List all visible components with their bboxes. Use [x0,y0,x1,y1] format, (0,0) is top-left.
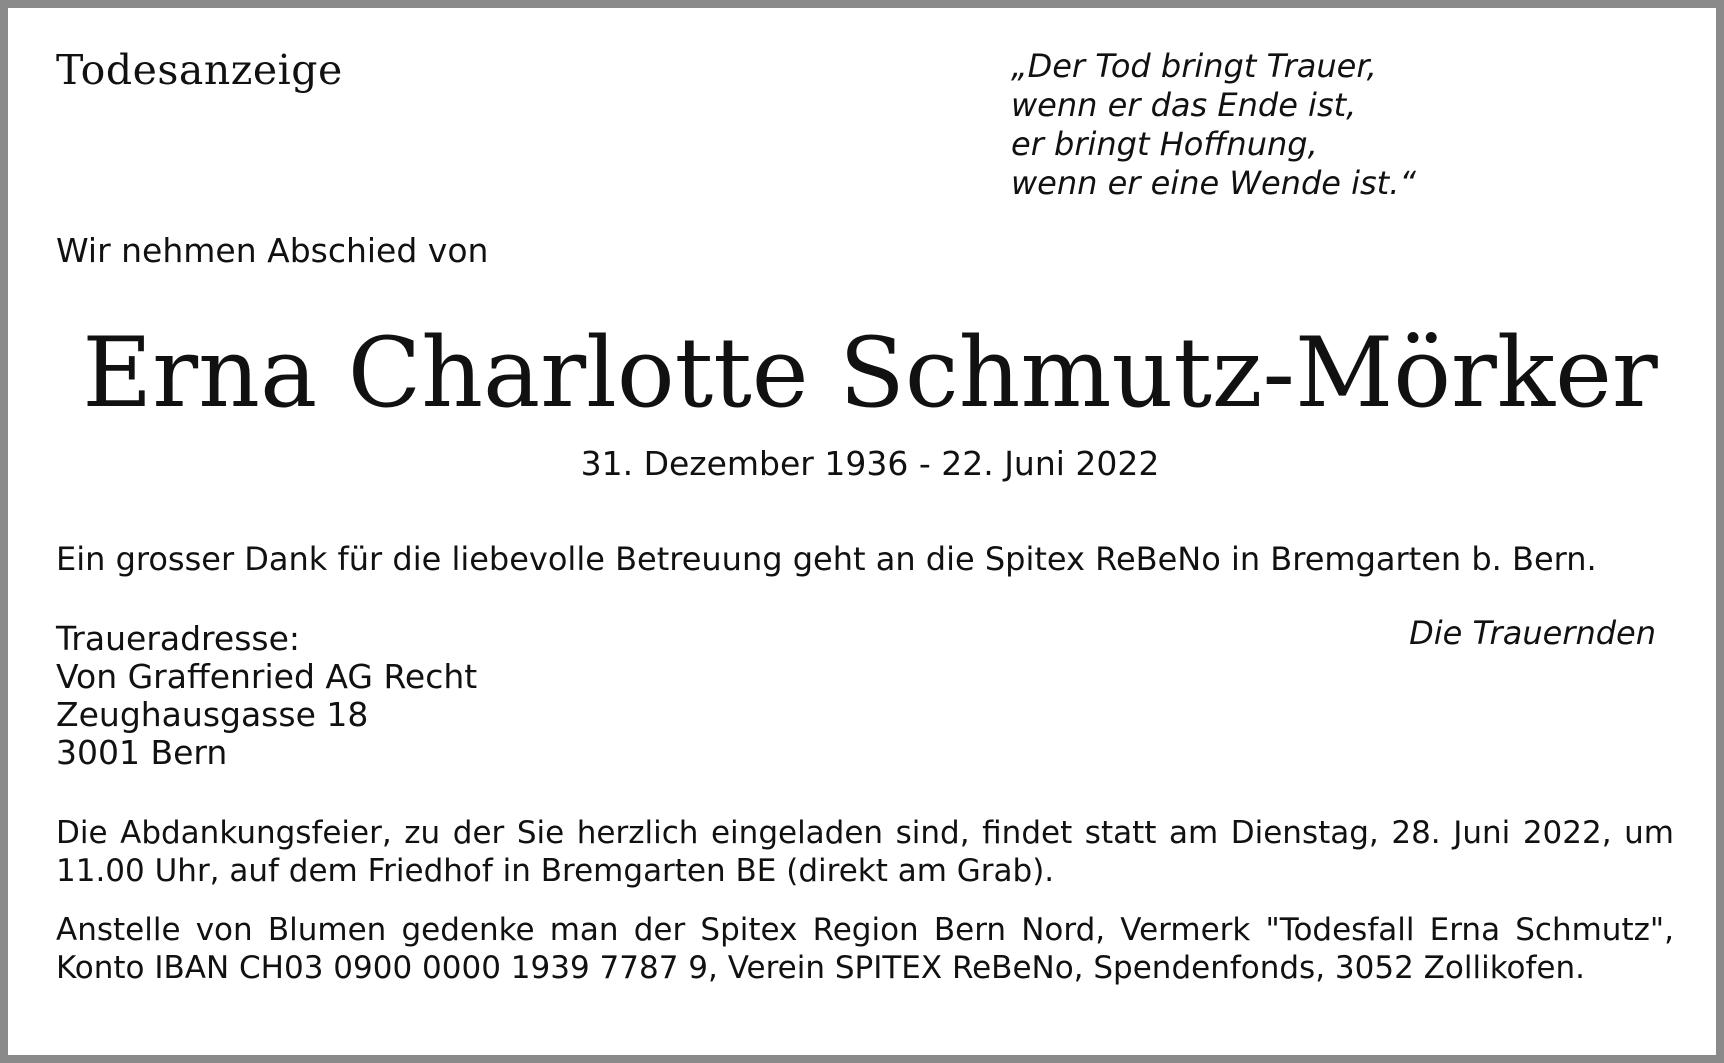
quote-block [1011,47,1416,203]
quote-line: wenn er das Ende ist, [1011,86,1357,124]
farewell-intro: Wir nehmen Abschied von [56,231,489,270]
address-line: 3001 Bern [56,733,228,772]
donation-text: Anstelle von Blumen gedenke man der Spitex Region Bern Nord, Vermerk "Todesfall Erna Schmutz", Konto IBAN CH03 0900 0000 1939 7787 9, Verein SPITEX ReBeNo, Spendenfonds, 3052 Zollikofen. [56,912,1674,986]
signature: Die Trauernden [1409,614,1656,652]
thanks-text: Ein grosser Dank für die liebevolle Betreuung geht an die Spitex ReBeNo in Bremgarten b. Bern. [56,540,1597,578]
life-dates: 31. Dezember 1936 - 22. Juni 2022 [580,444,1160,483]
address-line: Von Graffenried AG Recht [56,657,478,696]
address-label: Traueradresse: [56,619,301,658]
deceased-name: Erna Charlotte Schmutz-Mörker [82,317,1658,429]
notice-heading: Todesanzeige [56,46,343,94]
quote-line: er bringt Hoffnung, [1011,125,1318,163]
ceremony-text: Die Abdankungsfeier, zu der Sie herzlich eingeladen sind, findet statt am Dienstag, 28. Juni 2022, um 11.00 Uhr, auf dem Friedhof in Bremgarten BE (direkt am Grab). [56,815,1674,889]
quote-line: „Der Tod bringt Trauer, [1011,47,1377,85]
address-line: Zeughausgasse 18 [56,695,369,734]
mourning-address [56,620,477,772]
quote-line: wenn er eine Wende ist.“ [1011,164,1416,202]
